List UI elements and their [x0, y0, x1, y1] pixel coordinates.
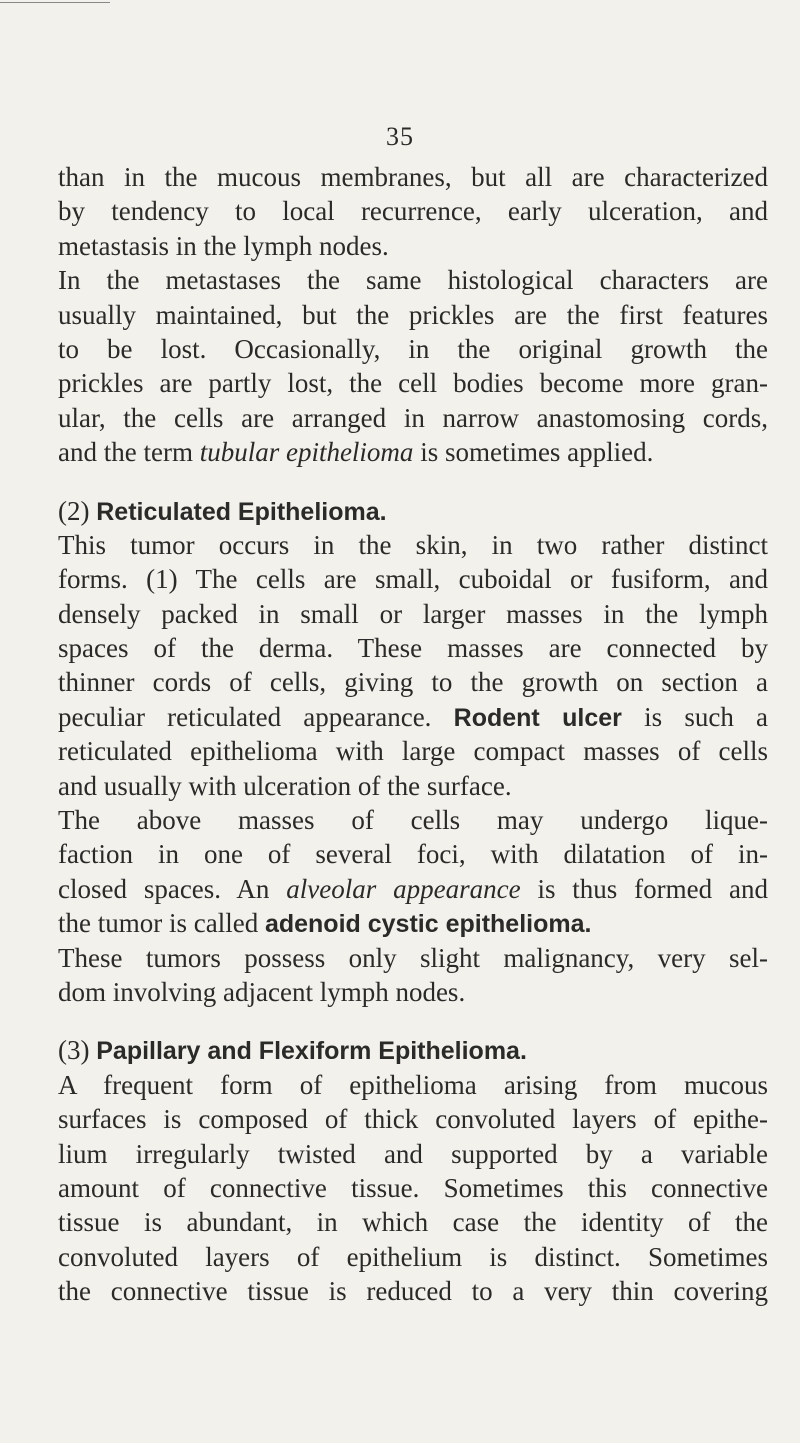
text-line: by tendency to local recurrence, early ulceration, and [58, 196, 768, 227]
page-number: 35 [386, 122, 414, 151]
italic-term: alveolar appearance [286, 873, 521, 904]
text-line: the connective tissue is reduced to a very thin covering [58, 1276, 768, 1307]
section-number: (2) [58, 495, 97, 526]
text-line: to be lost. Occasionally, in the original growth the [58, 333, 768, 364]
text-line: metastasis in the lymph nodes. [58, 230, 389, 261]
text-line: surfaces is composed of thick convoluted layers of epithe- [58, 1104, 768, 1135]
bold-term: Rodent ulcer [453, 703, 622, 732]
text-line: reticulated epithelioma with large compact masses of cells [58, 736, 768, 767]
section-title: Papillary and Flexiform Epithelioma. [96, 1037, 527, 1066]
text-line: dom involving adjacent lymph nodes. [58, 976, 466, 1007]
text-run: peculiar reticulated appearance. [58, 701, 454, 732]
section-heading-papillary [58, 1033, 768, 1067]
text-line: This tumor occurs in the skin, in two rather distinct [58, 529, 768, 560]
text-line: forms. (1) The cells are small, cuboidal or fusiform, and [58, 564, 768, 595]
section-number: (3) [58, 1035, 97, 1066]
text-line [58, 435, 768, 469]
text-run: is sometimes applied. [413, 437, 654, 468]
section-heading-reticulated [58, 494, 768, 528]
text-line: The above masses of cells may undergo lique- [58, 805, 768, 836]
text-run: and the term [58, 437, 200, 468]
section-title: Reticulated Epithelioma. [96, 497, 387, 526]
text-run: is such a [621, 701, 769, 732]
text-run: the tumor is called [58, 908, 265, 939]
text-line: prickles are partly lost, the cell bodies become more gran- [58, 368, 768, 399]
text-run: is thus formed and [520, 873, 768, 904]
text-line: and usually with ulceration of the surface. [58, 770, 512, 801]
text-line: faction in one of several foci, with dilatation of in- [58, 839, 768, 870]
body-text [58, 160, 768, 1309]
text-line: tissue is abundant, in which case the identity of the [58, 1207, 768, 1238]
text-line: convoluted layers of epithelium is distinct. Sometimes [58, 1241, 768, 1272]
text-line: densely packed in small or larger masses in the lymph [58, 598, 768, 629]
bold-term: adenoid cystic epithelioma. [264, 910, 592, 939]
text-line [58, 906, 768, 940]
text-line: amount of connective tissue. Sometimes this connective [58, 1172, 768, 1203]
top-rule [0, 2, 110, 3]
text-line: spaces of the derma. These masses are connected by [58, 633, 768, 664]
text-line: usually maintained, but the prickles are the first features [58, 299, 768, 330]
text-line: thinner cords of cells, giving to the growth on section a [58, 667, 768, 698]
text-line: In the metastases the same histological characters are [58, 265, 768, 296]
text-line: lium irregularly twisted and supported by a variable [58, 1138, 768, 1169]
text-line: ular, the cells are arranged in narrow anastomosing cords, [58, 402, 768, 433]
text-run: closed spaces. An [58, 873, 287, 904]
text-line: A frequent form of epithelioma arising from mucous [58, 1069, 768, 1100]
italic-term: tubular epithelioma [199, 437, 414, 468]
text-line [58, 872, 768, 906]
text-line: than in the mucous membranes, but all are characterized [58, 162, 768, 192]
text-line [58, 700, 768, 734]
text-line: These tumors possess only slight malignancy, very sel- [58, 942, 768, 973]
